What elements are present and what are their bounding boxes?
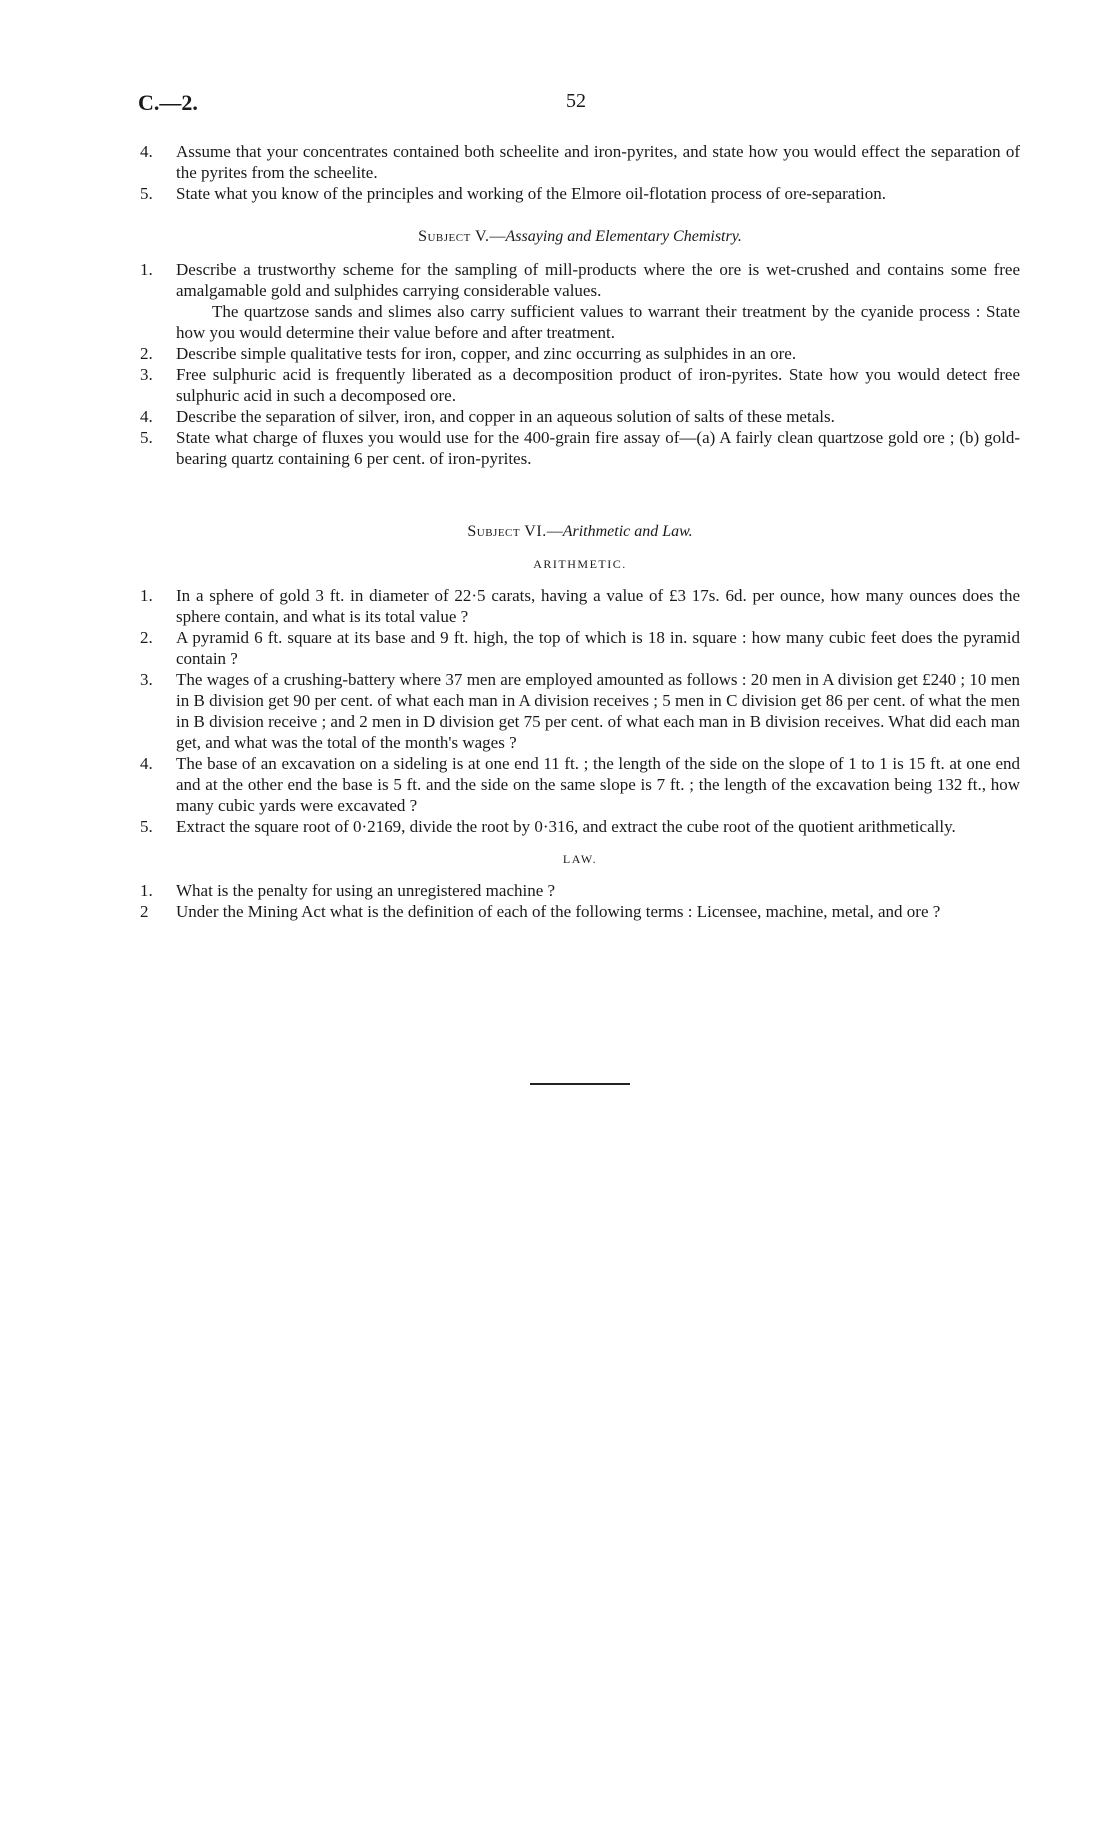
question-number: 3. (140, 670, 153, 689)
page-number: 52 (566, 90, 586, 112)
question-text: The wages of a crushing-battery where 37 men are employed amounted as follows : 20 men in A division get £240 ; 10 men in B division get 90 per cent. of what each man in A division receives ; 5 men in C division get 86 per cent. of what the men in B division receive ; and 2 men in D division get 75 per cent. of what each man in B division receives. What did each man get, and what was the total of the month's wages ? (176, 670, 1020, 752)
question-continuation: The quartzose sands and slimes also carry sufficient values to warrant their treatment by the cyanide process : State how you would determine their value before and after treatment. (176, 302, 1020, 342)
question-text: Describe simple qualitative tests for iron, copper, and zinc occurring as sulphides in an ore. (176, 344, 797, 363)
question-item (140, 364, 1020, 406)
subject-5-heading (140, 226, 1020, 247)
law-questions (140, 880, 1020, 922)
question-number: 5. (140, 817, 153, 836)
question-number: 1. (140, 586, 153, 605)
question-item (140, 669, 1020, 753)
question-text: State what charge of fluxes you would use for the 400-grain fire assay of—(a) A fairly clean quartzose gold ore ; (b) gold-bearing quartz containing 6 per cent. of iron-pyrites. (176, 428, 1020, 468)
subject-title: Assaying and Elementary Chemistry. (505, 228, 742, 245)
question-item (140, 627, 1020, 669)
question-item (140, 585, 1020, 627)
question-number: 1. (140, 260, 153, 279)
question-item (140, 141, 1020, 183)
page-header (138, 90, 1018, 126)
subject-dash: — (489, 228, 506, 245)
question-number: 5. (140, 428, 153, 447)
question-number: 2. (140, 628, 153, 647)
subject-label: Subject V. (418, 228, 490, 245)
section-gap (140, 469, 1020, 499)
question-item (140, 427, 1020, 469)
question-number: 4. (140, 754, 153, 773)
question-item (140, 901, 1020, 922)
question-number: 1. (140, 881, 153, 900)
arithmetic-questions (140, 585, 1020, 837)
arithmetic-heading: ARITHMETIC. (533, 557, 627, 571)
end-rule (530, 1083, 630, 1085)
question-item (140, 816, 1020, 837)
question-item (140, 259, 1020, 343)
question-list-continued (140, 141, 1020, 204)
question-item (140, 183, 1020, 204)
subject-title: Arithmetic and Law. (562, 523, 693, 540)
question-text: In a sphere of gold 3 ft. in diameter of 22·5 carats, having a value of £3 17s. 6d. per ounce, how many ounces does the sphere contain, and what is its total value ? (176, 586, 1020, 626)
question-number: 3. (140, 365, 153, 384)
question-number: 4. (140, 407, 153, 426)
question-number: 4. (140, 142, 153, 161)
document-reference: C.—2. (138, 90, 198, 115)
question-item (140, 343, 1020, 364)
question-text: What is the penalty for using an unregistered machine ? (176, 881, 556, 900)
question-text: State what you know of the principles and working of the Elmore oil-flotation process of ore-separation. (176, 184, 887, 203)
question-text: Assume that your concentrates contained both scheelite and iron-pyrites, and state how you would effect the separation of the pyrites from the scheelite. (176, 142, 1020, 182)
question-text: A pyramid 6 ft. square at its base and 9 ft. high, the top of which is 18 in. square : how many cubic feet does the pyramid contain ? (176, 628, 1020, 668)
question-text: Extract the square root of 0·2169, divide the root by 0·316, and extract the cube root of the quotient arithmetically. (176, 817, 956, 836)
question-text: The base of an excavation on a sideling is at one end 11 ft. ; the length of the side on the slope of 1 to 1 is 15 ft. at one end and at the other end the base is 5 ft. and the side on the same slope is 7 ft. ; the length of the excavation being 132 ft., how many cubic yards were excavated ? (176, 754, 1020, 815)
question-text: Describe a trustworthy scheme for the sampling of mill-products where the ore is wet-crushed and contains some free amalgamable gold and sulphides carrying considerable values. (176, 260, 1020, 300)
question-text: Describe the separation of silver, iron, and copper in an aqueous solution of salts of these metals. (176, 407, 835, 426)
page-content (140, 141, 1020, 922)
question-text: Under the Mining Act what is the definition of each of the following terms : Licensee, machine, metal, and ore ? (176, 902, 941, 921)
question-item (140, 753, 1020, 816)
law-heading: LAW. (562, 852, 598, 866)
question-text: Free sulphuric acid is frequently liberated as a decomposition product of iron-pyrites. State how you would detect free sulphuric acid in such a decomposed ore. (176, 365, 1020, 405)
question-number: 2. (140, 344, 153, 363)
question-item (140, 880, 1020, 901)
subject-dash: — (546, 523, 563, 540)
question-number: 5. (140, 184, 153, 203)
subject-label: Subject VI. (467, 523, 547, 540)
subject-6-heading (140, 521, 1020, 542)
subject-5-questions (140, 259, 1020, 469)
question-item (140, 406, 1020, 427)
question-number: 2 (140, 902, 149, 921)
